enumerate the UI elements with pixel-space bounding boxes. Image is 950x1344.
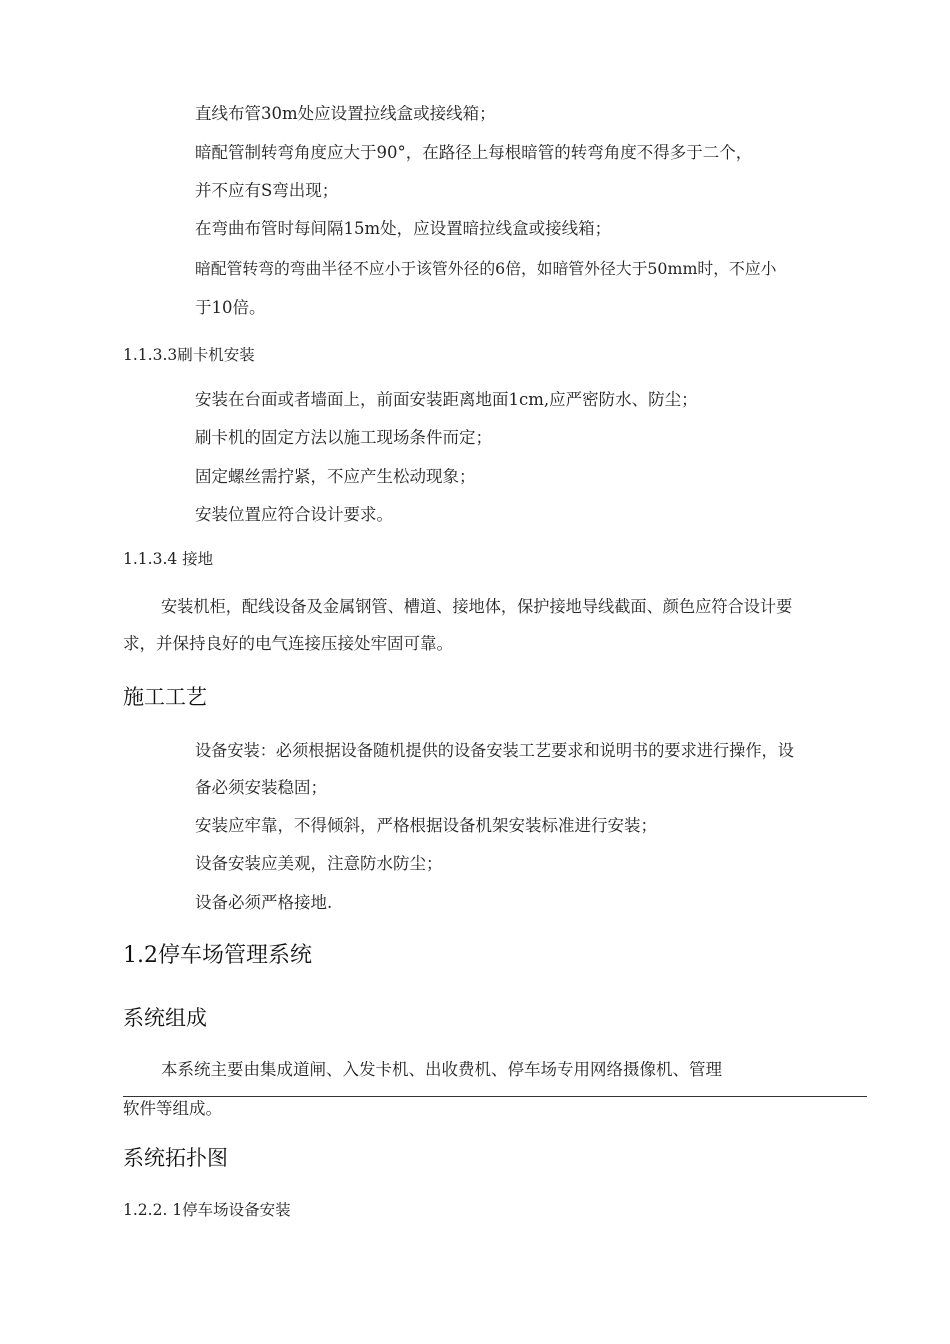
pipe-line-3: 并不应有S弯出现； — [195, 181, 339, 200]
process-line-4: 设备安装应美观，注意防水防尘； — [195, 854, 443, 873]
pipe-line-2: 暗配管制转弯角度应大于90°，在路径上每根暗管的转弯角度不得多于二个， — [195, 143, 753, 162]
pipe-line-4: 在弯曲布管时每间隔15m处，应设置暗拉线盒或接线箱； — [195, 219, 612, 238]
grounding-line-2: 求，并保持良好的电气连接压接处牢固可靠。 — [123, 634, 453, 653]
process-line-5: 设备必须严格接地. — [195, 893, 333, 912]
grounding-line-1: 安装机柜，配线设备及金属钢管、槽道、接地体，保护接地导线截面、颜色应符合设计要 — [161, 597, 793, 616]
card-reader-heading: 1.1.3.3刷卡机安装 — [123, 346, 255, 364]
composition-line-2: 软件等组成。 — [123, 1099, 222, 1118]
grounding-heading: 1.1.3.4 接地 — [123, 550, 214, 568]
card-reader-line-4: 安装位置应符合设计要求。 — [195, 505, 393, 524]
card-reader-line-2: 刷卡机的固定方法以施工现场条件而定； — [195, 428, 492, 447]
card-reader-line-3: 固定螺丝需拧紧，不应产生松动现象； — [195, 467, 476, 486]
topology-heading: 系统拓扑图 — [123, 1146, 228, 1170]
process-line-3: 安装应牢靠，不得倾斜，严格根据设备机架安装标准进行安装； — [195, 816, 657, 835]
card-reader-line-1: 安装在台面或者墙面上，前面安装距离地面1cm,应严密防水、防尘； — [195, 390, 698, 409]
composition-line-1: 本系统主要由集成道闸、入发卡机、出收费机、停车场专用网络摄像机、管理 — [161, 1060, 722, 1079]
pipe-line-5: 暗配管转弯的弯曲半径不应小于该管外径的6倍，如暗管外径大于50mm时，不应小 — [195, 259, 777, 278]
install-heading: 1.2.2. 1停车场设备安装 — [123, 1201, 291, 1219]
composition-heading: 系统组成 — [123, 1006, 207, 1030]
parking-heading: 1.2停车场管理系统 — [123, 943, 312, 968]
pipe-line-6: 于10倍。 — [195, 298, 266, 317]
text-underline-rule — [123, 1096, 867, 1097]
process-line-2: 备必须安装稳固； — [195, 778, 327, 797]
process-line-1: 设备安装：必须根据设备随机提供的设备安装工艺要求和说明书的要求进行操作，设 — [195, 741, 794, 760]
process-heading: 施工工艺 — [123, 685, 207, 709]
pipe-line-1: 直线布管30m处应设置拉线盒或接线箱； — [195, 104, 496, 123]
